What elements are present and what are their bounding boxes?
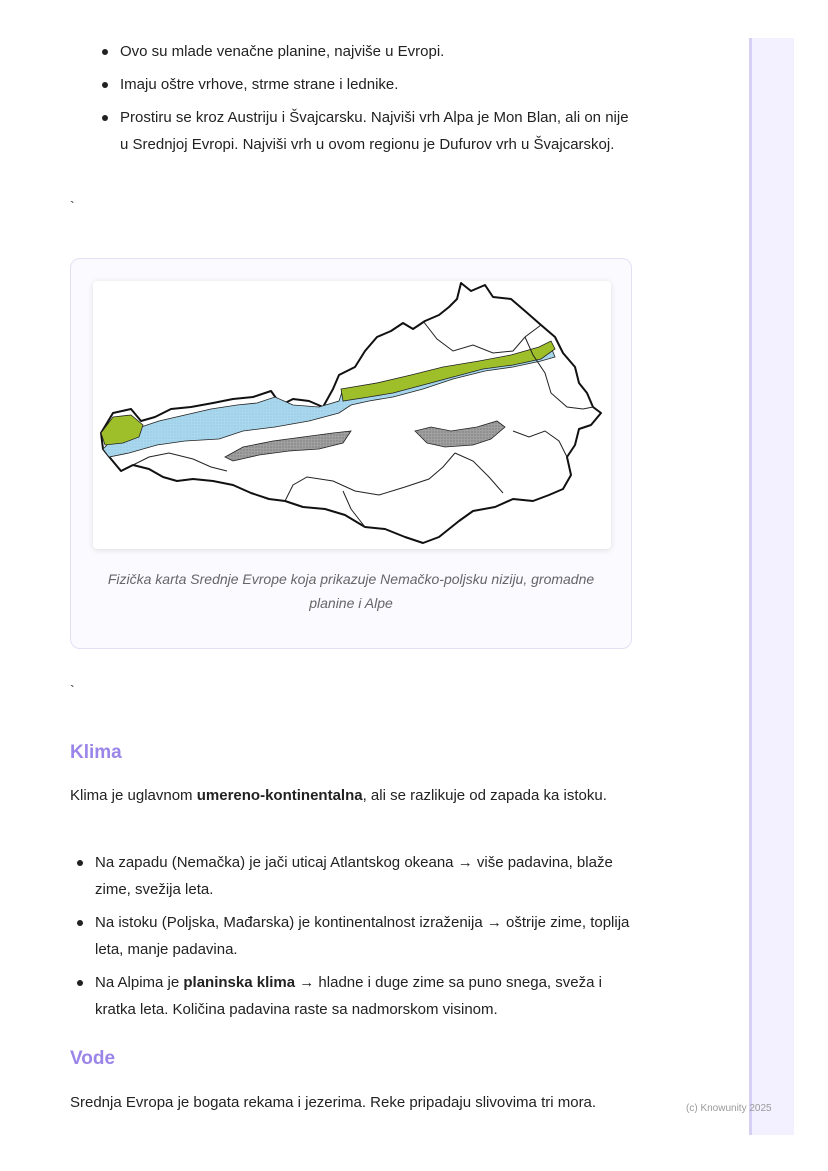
footer-copyright: (c) Knowunity 2025 bbox=[686, 1103, 772, 1114]
klima-heading: Klima bbox=[70, 742, 122, 763]
tick-mark: ` bbox=[70, 198, 75, 214]
klima-intro-bold: umereno-kontinentalna bbox=[196, 787, 363, 804]
vode-text: Srednja Evropa je bogata rekama i jezerima. Reke pripadaju slivovima tri mora. bbox=[70, 1094, 597, 1111]
austria-relief-map bbox=[93, 281, 611, 549]
list-item-text-end: → hladne i duge zime sa puno snega, sveža i kratka leta. Količina padavina raste sa nadmorskom visinom. bbox=[95, 974, 602, 1018]
list-item-bold: planinska klima bbox=[183, 974, 296, 991]
top-bullet-list-container bbox=[70, 38, 635, 164]
tick-mark: ` bbox=[70, 682, 75, 698]
list-item bbox=[70, 969, 635, 1023]
map-figure bbox=[70, 258, 632, 649]
klima-intro bbox=[70, 782, 633, 809]
klima-intro-text: Klima je uglavnom bbox=[70, 787, 197, 804]
list-item: Na istoku (Poljska, Mađarska) je kontinentalnost izraženija → oštrije zime, toplija leta, manje padavina. bbox=[70, 909, 635, 963]
right-margin-bar bbox=[749, 38, 794, 1135]
country-outline bbox=[101, 283, 601, 543]
klima-intro-text-end: , ali se razlikuje od zapada ka istoku. bbox=[362, 787, 607, 804]
list-item: Imaju oštre vrhove, strme strane i lednike. bbox=[70, 71, 635, 98]
list-item: Na zapadu (Nemačka) je jači uticaj Atlantskog okeana → više padavina, blaže zime, svežija leta. bbox=[70, 849, 635, 903]
vode-heading: Vode bbox=[70, 1048, 116, 1069]
klima-bullet-list-container bbox=[70, 849, 635, 1029]
list-item-text: Na Alpima je bbox=[95, 974, 184, 991]
map-caption: Fizička karta Srednje Evrope koja prikazuje Nemačko-poljsku niziju, gromadne planine i Alpe bbox=[107, 571, 595, 611]
klima-bullet-list bbox=[70, 849, 635, 1023]
list-item: Prostiru se kroz Austriju i Švajcarsku. Najviši vrh Alpa je Mon Blan, ali on nije u Srednjoj Evropi. Najviši vrh u ovom regionu je Dufurov vrh u Švajcarskoj. bbox=[70, 104, 635, 158]
list-item: Ovo su mlade venačne planine, najviše u Evropi. bbox=[70, 38, 635, 65]
alps-bullet-list bbox=[70, 38, 635, 158]
map-card bbox=[93, 281, 611, 549]
